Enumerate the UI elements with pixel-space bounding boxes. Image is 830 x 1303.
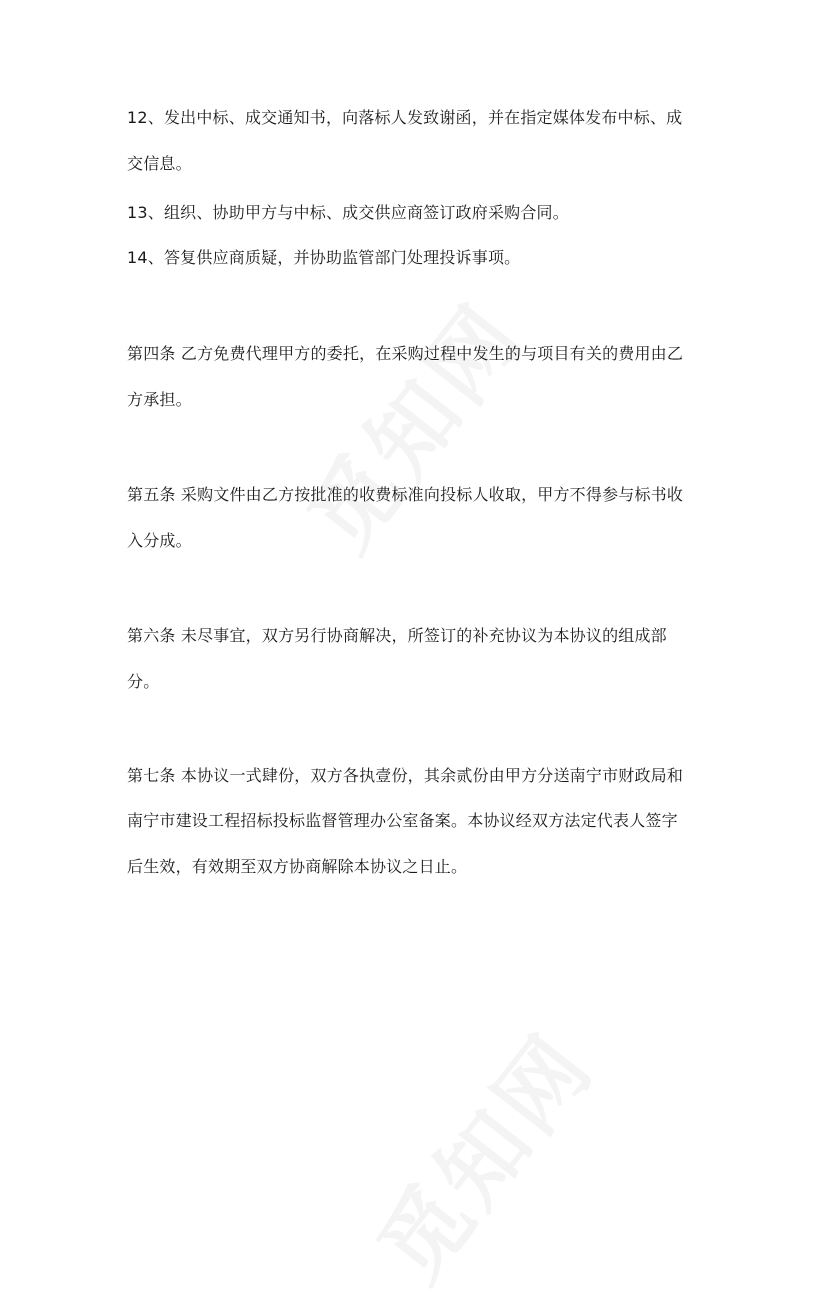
- article-7-line-1: 第七条 本协议一式肆份，双方各执壹份，其余贰份由甲方分送南宁市财政局和: [127, 766, 684, 785]
- article-4-line-2: 方承担。: [127, 390, 192, 409]
- article-7-line-2: 南宁市建设工程招标投标监督管理办公室备案。本协议经双方法定代表人签字: [127, 811, 678, 830]
- article-5-line-1: 第五条 采购文件由乙方按批准的收费标准向投标人收取，甲方不得参与标书收: [127, 485, 684, 504]
- article-5-line-2: 入分成。: [127, 531, 192, 550]
- watermark-main: [275, 273, 548, 573]
- article-6-line-1: 第六条 未尽事宜，双方另行协商解决，所签订的补充协议为本协议的组成部: [127, 626, 667, 645]
- item-12-line-2: 交信息。: [127, 154, 192, 173]
- article-4-line-1: 第四条 乙方免费代理甲方的委托，在采购过程中发生的与项目有关的费用由乙: [127, 344, 684, 363]
- article-7-line-3: 后生效，有效期至双方协商解除本协议之日止。: [127, 857, 468, 876]
- article-6-line-2: 分。: [127, 672, 160, 691]
- item-14-line-1: 14、答复供应商质疑，并协助监管部门处理投诉事项。: [127, 248, 521, 267]
- watermark-bottom: [345, 1003, 618, 1303]
- item-12-line-1: 12、发出中标、成交通知书，向落标人发致谢函，并在指定媒体发布中标、成: [127, 108, 683, 127]
- item-13-line-1: 13、组织、协助甲方与中标、成交供应商签订政府采购合同。: [127, 203, 569, 222]
